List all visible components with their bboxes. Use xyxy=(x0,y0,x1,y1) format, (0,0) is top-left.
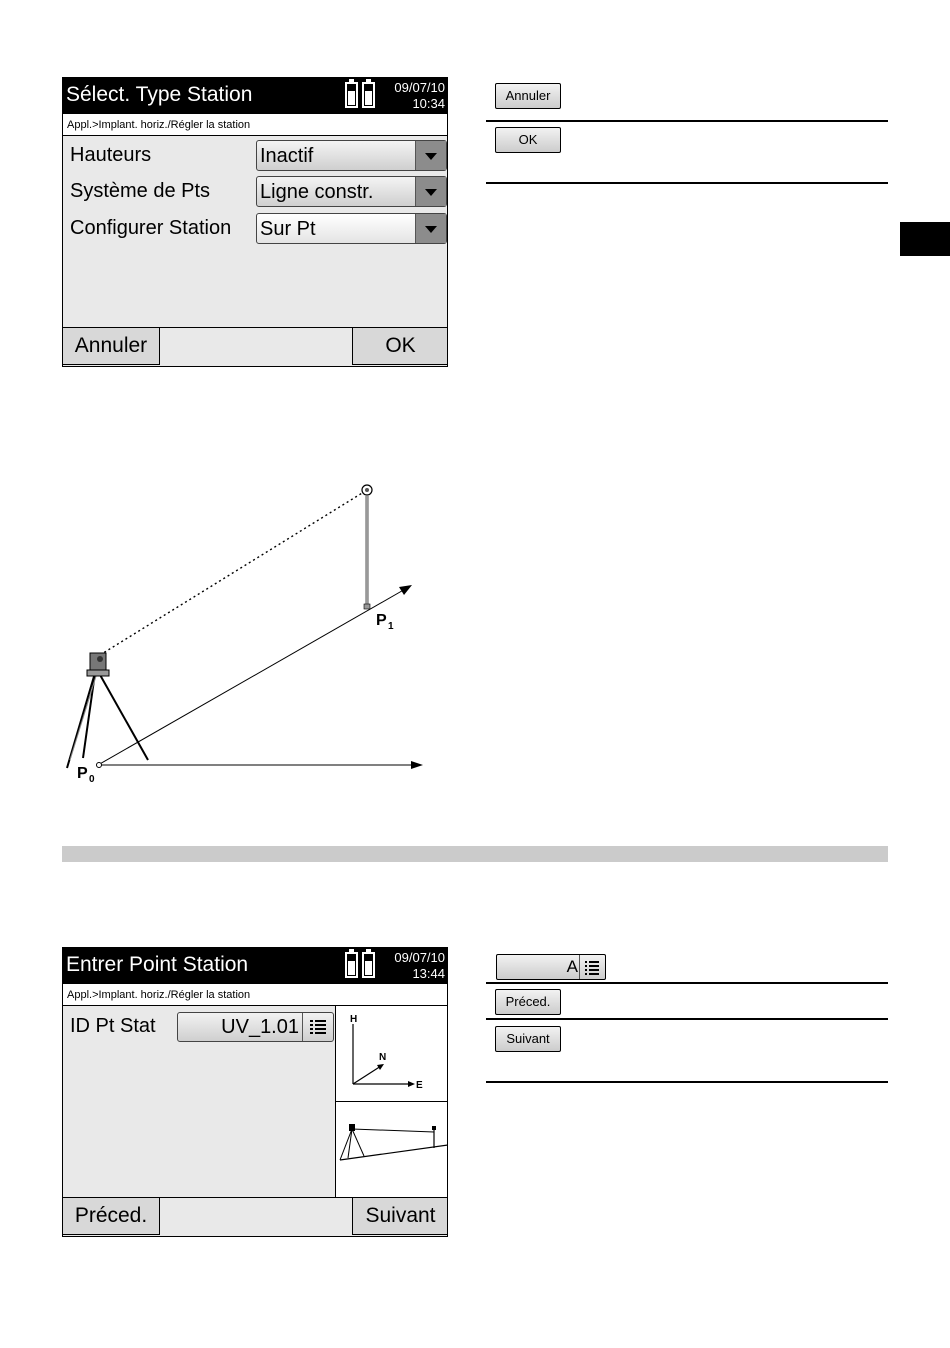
chevron-down-icon[interactable] xyxy=(415,177,446,206)
next-button[interactable]: Suivant xyxy=(495,1026,561,1052)
chevron-down-icon[interactable] xyxy=(415,214,446,243)
p0-subscript: 0 xyxy=(89,774,95,785)
battery-icon xyxy=(362,82,375,108)
screen-enter-station-point xyxy=(62,947,448,1237)
point-system-value: Ligne constr. xyxy=(260,181,374,203)
screen-title: Entrer Point Station xyxy=(66,953,249,976)
battery-icon xyxy=(345,952,358,978)
screen-title: Sélect. Type Station xyxy=(66,83,253,106)
breadcrumb: Appl.>Implant. horiz./Régler la station xyxy=(63,114,447,136)
time: 10:34 xyxy=(412,96,445,111)
alpha-mode-label: A xyxy=(566,957,578,976)
station-id-field[interactable] xyxy=(177,1012,334,1042)
time: 13:44 xyxy=(412,966,445,981)
axis-n-label: N xyxy=(379,1052,387,1063)
axes-panel xyxy=(336,1006,448,1102)
previous-button[interactable]: Préced. xyxy=(495,989,561,1015)
station-setup-icon xyxy=(336,1102,448,1197)
axes-icon xyxy=(336,1006,448,1101)
next-softkey[interactable]: Suivant xyxy=(352,1197,448,1235)
point-system-label: Système de Pts xyxy=(70,180,211,202)
heights-value: Inactif xyxy=(260,145,314,167)
p1-label: P xyxy=(376,612,387,629)
divider xyxy=(486,1018,888,1020)
configure-station-label: Configurer Station xyxy=(70,217,232,239)
date: 09/07/10 xyxy=(394,950,445,965)
ok-softkey[interactable]: OK xyxy=(352,327,448,365)
heights-dropdown[interactable] xyxy=(256,140,447,171)
previous-softkey[interactable]: Préced. xyxy=(62,1197,160,1235)
title-bar xyxy=(63,948,447,984)
configure-station-value: Sur Pt xyxy=(260,218,316,240)
ok-button[interactable]: OK xyxy=(495,127,561,153)
screen-select-station-type xyxy=(62,77,448,367)
battery-icon xyxy=(345,82,358,108)
p0-label: P xyxy=(77,765,88,782)
heights-label: Hauteurs xyxy=(70,144,152,166)
list-icon[interactable] xyxy=(579,955,605,979)
station-id-label: ID Pt Stat xyxy=(70,1015,156,1037)
chevron-down-icon[interactable] xyxy=(415,141,446,170)
divider xyxy=(486,182,888,184)
date: 09/07/10 xyxy=(394,80,445,95)
axis-e-label: E xyxy=(416,1080,423,1091)
breadcrumb: Appl.>Implant. horiz./Régler la station xyxy=(63,984,447,1006)
divider xyxy=(486,982,888,984)
divider xyxy=(486,120,888,122)
title-bar xyxy=(63,78,447,114)
section-tab xyxy=(900,222,950,256)
datetime xyxy=(394,80,445,112)
p1-subscript: 1 xyxy=(388,621,394,632)
station-diagram xyxy=(55,478,435,798)
cancel-softkey[interactable]: Annuler xyxy=(62,327,160,365)
datetime xyxy=(394,950,445,982)
list-icon[interactable] xyxy=(302,1013,333,1041)
battery-icon xyxy=(362,952,375,978)
divider xyxy=(486,1081,888,1083)
point-system-dropdown[interactable] xyxy=(256,176,447,207)
alpha-input-key[interactable] xyxy=(496,954,606,980)
section-divider-band xyxy=(62,846,888,862)
axis-h-label: H xyxy=(350,1014,358,1025)
graphic-panel xyxy=(335,1006,448,1197)
cancel-button[interactable]: Annuler xyxy=(495,83,561,109)
configure-station-dropdown[interactable] xyxy=(256,213,447,244)
station-id-value: UV_1.01 xyxy=(221,1016,299,1038)
